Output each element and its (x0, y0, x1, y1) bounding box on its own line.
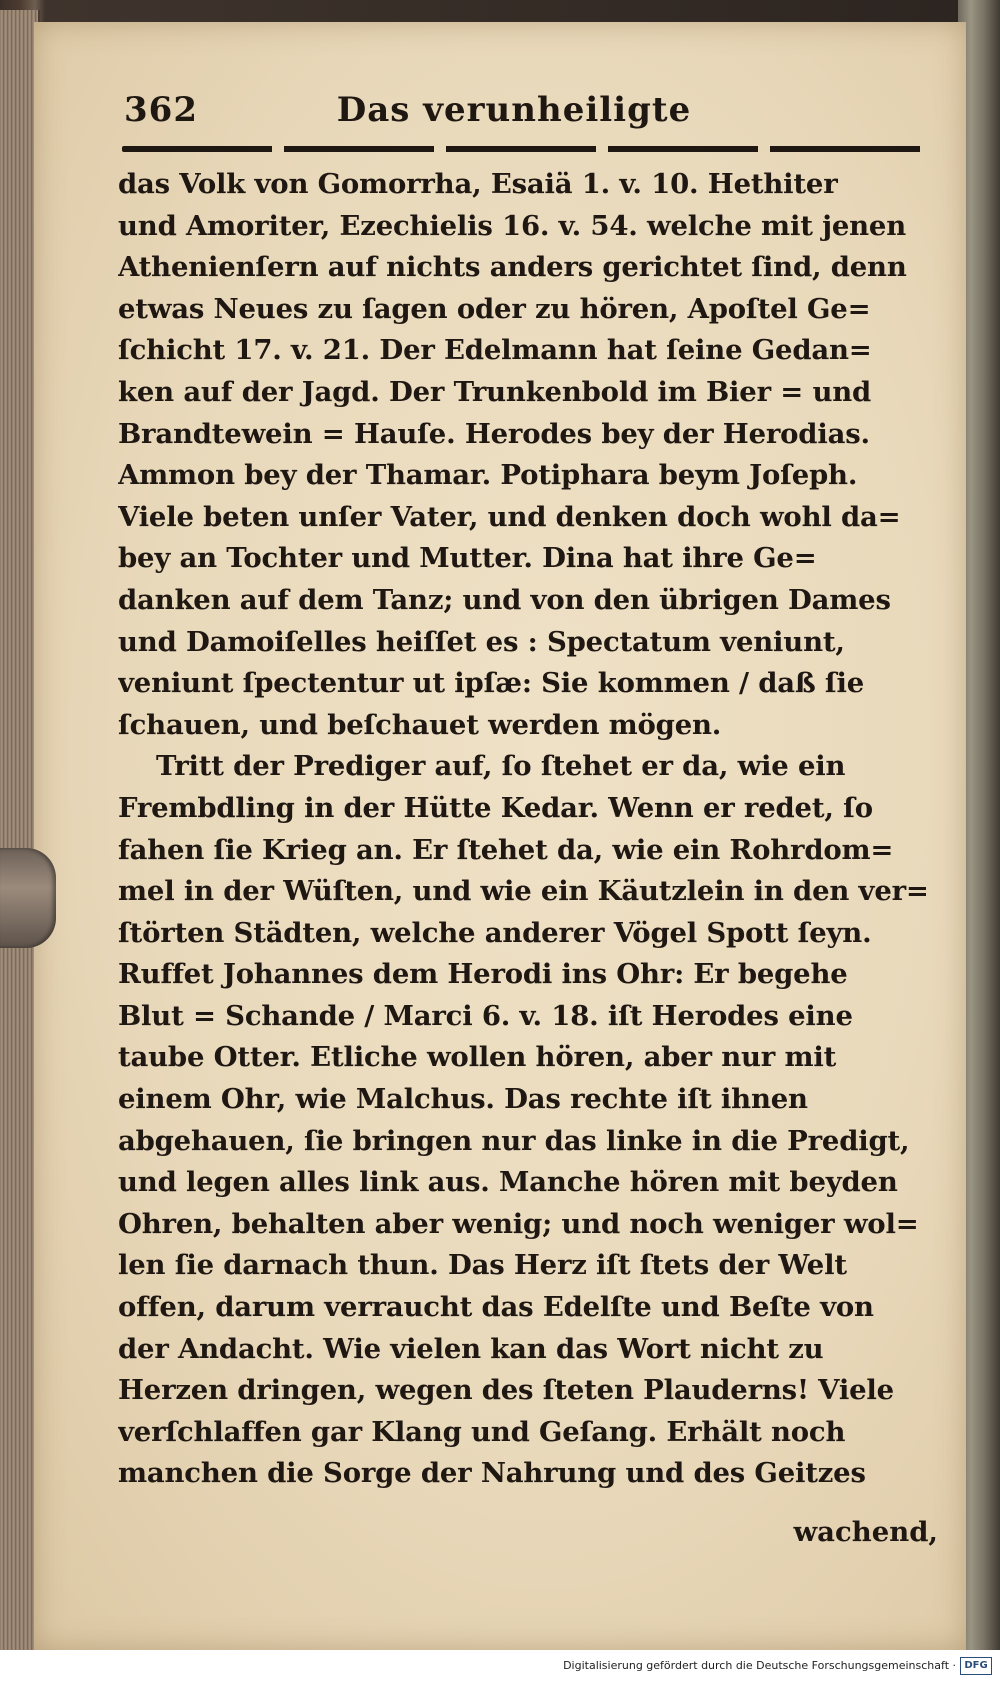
text-line: Brandtewein = Hauſe. Herodes bey der Herodias. (118, 417, 870, 450)
text-line: ſchauen, und beſchauet werden mögen. (118, 708, 722, 741)
text-line: Frembdling in der Hütte Kedar. Wenn er redet, ſo (118, 791, 873, 824)
text-line: Viele beten unſer Vater, und denken doch wohl da= (118, 500, 901, 533)
text-line: ſtörten Städten, welche anderer Vögel Spott ſeyn. (118, 916, 872, 949)
text-line: abgehauen, ſie bringen nur das linke in die Predigt, (118, 1124, 910, 1157)
body-text (118, 164, 938, 1495)
text-line: len ſie darnach thun. Das Herz iſt ſtets der Welt (118, 1249, 847, 1282)
book-clasp (0, 848, 56, 948)
catchword: wachend, (793, 1516, 938, 1548)
text-line: das Volk von Gomorrha, Esaiä 1. v. 10. Hethiter (118, 168, 838, 200)
text-line: und Amoriter, Ezechielis 16. v. 54. welche mit jenen (118, 209, 907, 242)
text-line: danken auf dem Tanz; und von den übrigen Dames (118, 583, 891, 616)
text-line: einem Ohr, wie Malchus. Das rechte iſt ihnen (118, 1083, 808, 1116)
text-line: ſchicht 17. v. 21. Der Edelmann hat ſeine Gedan= (118, 334, 872, 367)
text-line: veniunt ſpectentur ut ipſæ: Sie kommen / daß ſie (118, 667, 865, 700)
text-line: Athenienſern auf nichts anders gerichtet ſind, denn (118, 251, 907, 284)
text-line: Blut = Schande / Marci 6. v. 18. iſt Herodes eine (118, 999, 853, 1032)
book-page (34, 22, 966, 1650)
page-header (94, 72, 934, 142)
text-line: fahen ſie Krieg an. Er ſtehet da, wie ein Rohrdom= (118, 833, 894, 866)
text-line: mel in der Wüſten, und wie ein Käutzlein in den ver= (118, 875, 929, 908)
footer-bar (0, 1650, 1000, 1686)
text-line: taube Otter. Etliche wollen hören, aber nur mit (118, 1041, 837, 1074)
page-content (94, 72, 938, 1548)
paragraph-start-line: Tritt der Prediger auf, ſo ſtehet er da, wie ein (156, 750, 846, 783)
header-rule (122, 146, 932, 152)
text-line: Herzen dringen, wegen des ſteten Plauderns! Viele (118, 1374, 894, 1407)
text-line: etwas Neues zu ſagen oder zu hören, Apoſtel Ge= (118, 292, 871, 325)
text-line: ken auf der Jagd. Der Trunkenbold im Bier = und (118, 375, 872, 408)
text-line: und Damoiſelles heiſſet es : Spectatum veniunt, (118, 625, 845, 658)
page-number: 362 (124, 90, 198, 130)
text-line: offen, darum verraucht das Edelſte und Beſte von (118, 1291, 874, 1324)
text-line: Ammon bey der Thamar. Potiphara beym Joſeph. (118, 459, 858, 492)
text-line: Ruffet Johannes dem Herodi ins Ohr: Er begehe (118, 958, 848, 991)
text-line: der Andacht. Wie vielen kan das Wort nicht zu (118, 1332, 824, 1365)
running-head: Das verunheiligte (336, 90, 692, 130)
text-line: bey an Tochter und Mutter. Dina hat ihre Ge= (118, 542, 817, 575)
text-line: verſchlaffen gar Klang und Geſang. Erhält noch (118, 1415, 846, 1448)
text-line: manchen die Sorge der Nahrung und des Geitzes (118, 1457, 866, 1490)
text-line: und legen alles link aus. Manche hören mit beyden (118, 1166, 898, 1199)
dfg-logo-icon: DFG (960, 1657, 992, 1675)
text-line: Ohren, behalten aber wenig; und noch weniger wol= (118, 1207, 919, 1240)
funding-credit: Digitalisierung gefördert durch die Deutsche Forschungsgemeinschaft · (563, 1659, 956, 1672)
